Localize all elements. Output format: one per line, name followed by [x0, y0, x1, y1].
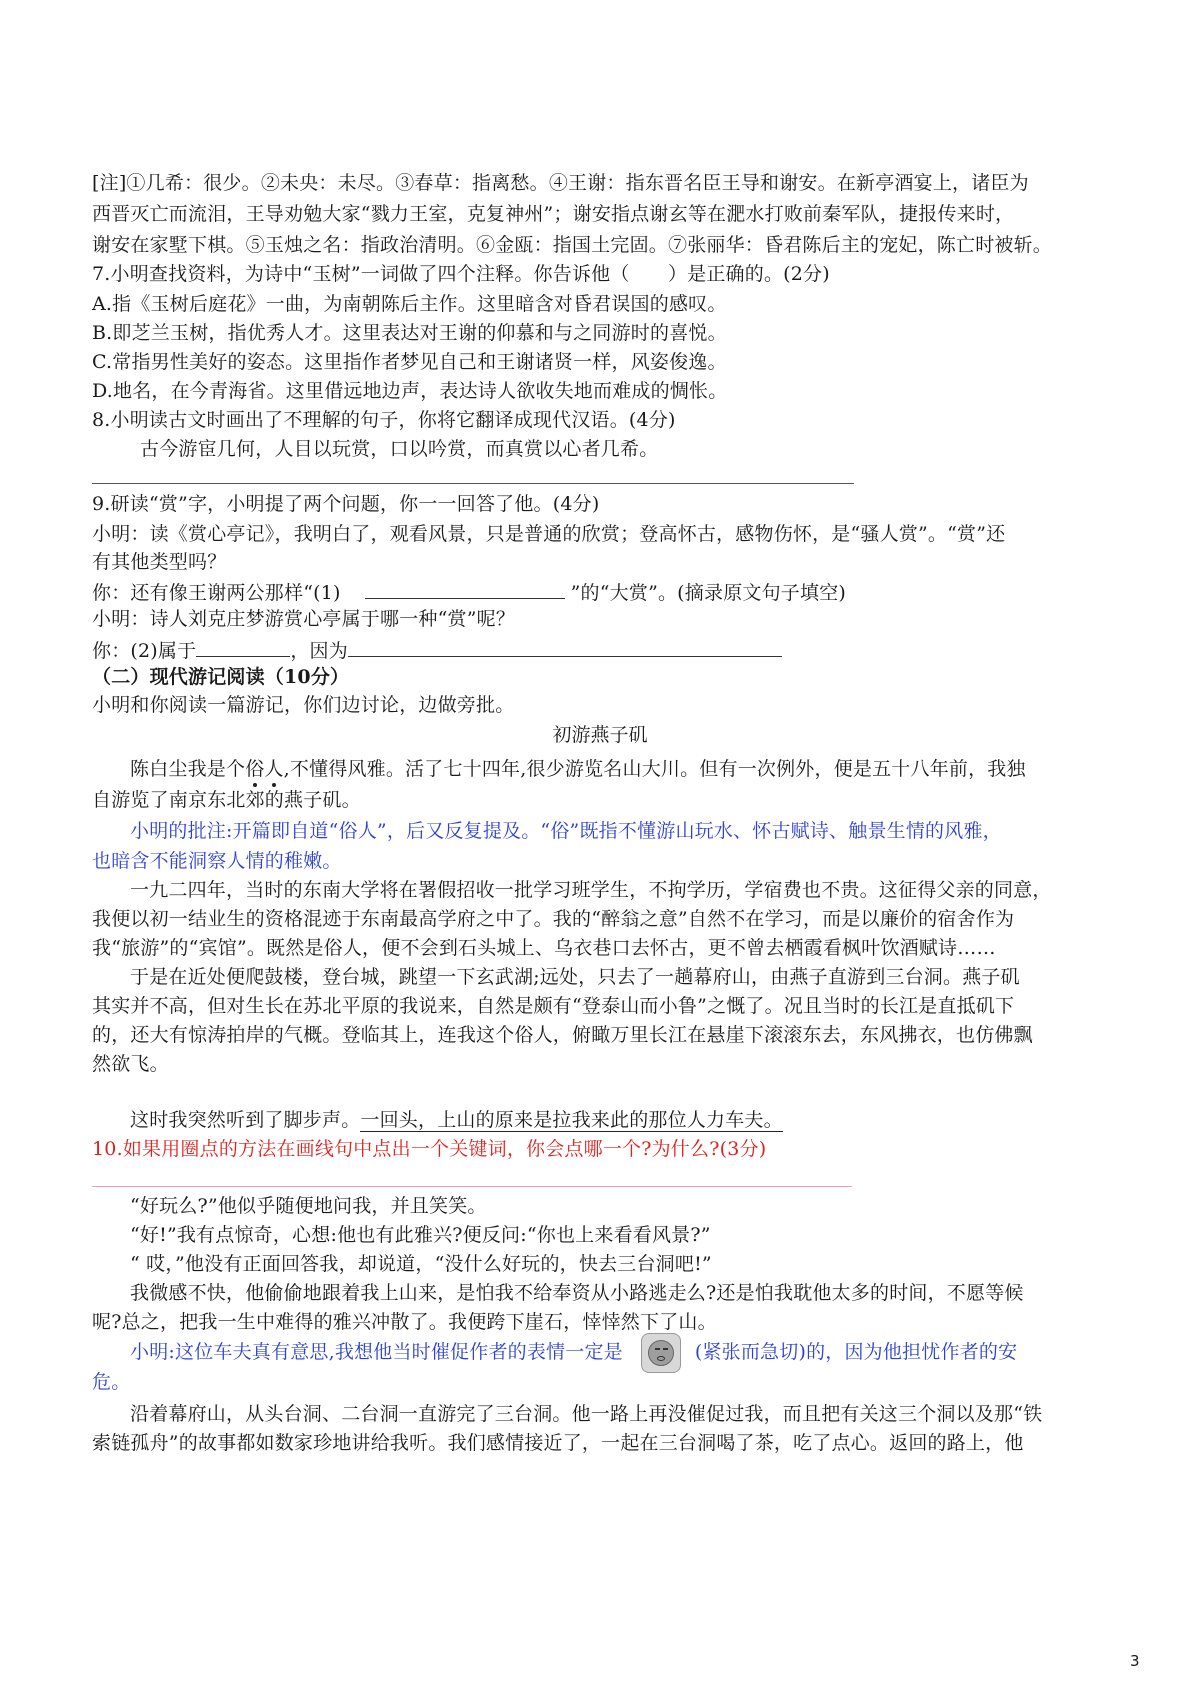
essay-title: 初游燕子矶	[552, 724, 648, 746]
dotted-char-ren: 人	[264, 758, 284, 780]
essay-p1-prefix: 陈白尘我是个	[130, 758, 246, 780]
essay-p5-line-a: 我微感不快，他偷偷地跟着我上山来，是怕我不给奉资从小路逃走么?还是怕我耽他太多的时间，不愿等候	[130, 1282, 1024, 1304]
notes-line-2: 西晋灭亡而流泪，王导劝勉大家“戮力王室，克复神州”；谢安指点谢玄等在淝水打败前秦军队，捷报传来时，	[92, 203, 1015, 225]
essay-p4	[130, 1107, 783, 1133]
q9-you-answer-2	[92, 636, 782, 664]
essay-p2-line-a: 一九二四年，当时的东南大学将在署假招收一批学习班学生，不拘学历，学宿费也不贵。这征得父亲的同意，	[130, 879, 1052, 901]
essay-p1-suffix: ,不懂得风雅。活了七十四年,很少游览名山大川。但有一次例外，便是五十八年前，我独	[283, 758, 1026, 780]
dotted-char-su: 俗	[245, 758, 265, 780]
dialogue-2: “好!”我有点惊奇，心想:他也有此雅兴?便反问:“你也上来看看风景?”	[130, 1224, 711, 1246]
dialogue-1: “好玩么?”他似乎随便地问我，并且笑笑。	[130, 1195, 487, 1217]
q9-blank-2[interactable]	[196, 636, 290, 657]
q9-you-answer-2-mid: ，因为	[290, 640, 348, 662]
q9-you-answer-1	[92, 578, 846, 606]
xiaoming-annotation-1b: 也暗含不能洞察人情的稚嫩。	[92, 850, 342, 872]
section-2-intro: 小明和你阅读一篇游记，你们边讨论，边做旁批。	[92, 694, 515, 716]
q9-you-answer-1-prefix: 你：还有像王谢两公那样“(1)	[92, 582, 341, 604]
xiaoming-annotation-1a: 小明的批注:开篇即自道“俗人”，后又反复提及。“俗”既指不懂游山玩水、怀古赋诗、触景生情的风雅，	[130, 820, 1002, 842]
essay-p2-line-c: 我“旅游”的“宾馆”。既然是俗人，便不会到石头城上、乌衣巷口去怀古，更不曾去栖霞看枫叶饮酒赋诗……	[92, 937, 996, 959]
xiaoming-annotation-2a	[130, 1332, 1017, 1373]
q9-stem: 9.研读“赏”字，小明提了两个问题，你一一回答了他。(4分)	[92, 493, 600, 515]
q9-you-answer-2-prefix: 你：(2)属于	[92, 640, 197, 662]
q9-ming-question-1a: 小明：读《赏心亭记》，我明白了，观看风景，只是普通的欣赏；登高怀古，感物伤怀，是“骚人赏”。“赏”还	[92, 523, 1006, 545]
q8-sentence: 古今游宦几何，人目以玩赏，口以吟赏，而真赏以心者几希。	[140, 438, 659, 460]
q9-ming-question-2: 小明：诗人刘克庄梦游赏心亭属于哪一种“赏”呢？	[92, 608, 516, 630]
notes-line-3: 谢安在家墅下棋。⑤玉烛之名：指政治清明。⑥金瓯：指国土完固。⑦张丽华：昏君陈后主的宠妃，陈亡时被斩。	[92, 234, 1053, 256]
essay-p5-line-b: 呢?总之，把我一生中难得的雅兴冲散了。我便跨下崖石，悻悻然下了山。	[92, 1311, 717, 1333]
worried-face-icon	[641, 1333, 681, 1373]
q8-answer-line[interactable]	[92, 483, 854, 484]
essay-p2-line-b: 我便以初一结业生的资格混迹于东南最高学府之中了。我的“醉翁之意”自然不在学习，而是以廉价的宿舍作为	[92, 908, 1015, 930]
notes-line-1: [注]①几希：很少。②未央：未尽。③春草：指离愁。④王谢：指东晋名臣王导和谢安。在新亭酒宴上，诸臣为	[92, 172, 1029, 194]
page-number: 3	[1130, 1652, 1140, 1670]
essay-p3-line-b: 其实并不高，但对生长在苏北平原的我说来，自然是颇有“登泰山而小鲁”之慨了。况且当时的长江是直抵矶下	[92, 995, 1015, 1017]
essay-p1-line-a	[130, 756, 1026, 782]
q7-stem: 7.小明查找资料，为诗中“玉树”一词做了四个注释。你告诉他（ ）是正确的。(2分)	[92, 263, 830, 285]
essay-p3-line-d: 然欲飞。	[92, 1053, 169, 1075]
q7-option-c: C.常指男性美好的姿态。这里指作者梦见自己和王谢诸贤一样，风姿俊逸。	[92, 351, 727, 373]
dialogue-3: “ 哎，”他没有正面回答我，却说道，“没什么好玩的，快去三台洞吧!”	[130, 1253, 712, 1275]
q10-stem: 10.如果用圈点的方法在画线句中点出一个关键词，你会点哪一个?为什么?(3分)	[92, 1138, 767, 1160]
essay-p1-line-b: 自游览了南京东北郊的燕子矶。	[92, 789, 361, 811]
annotation-2-prefix: 小明:这位车夫真有意思,我想他当时催促作者的表情一定是	[130, 1341, 623, 1363]
q9-you-answer-1-suffix: ”的“大赏”。(摘录原文句子填空)	[570, 582, 847, 604]
q10-answer-line[interactable]	[92, 1186, 852, 1187]
essay-p6-line-b: 索链孤舟”的故事都如数家珍地讲给我听。我们感情接近了，一起在三台洞喝了茶，吃了点心。返回的路上，他	[92, 1432, 1024, 1454]
essay-p4-prefix: 这时我突然听到了脚步声。	[130, 1109, 361, 1131]
q8-stem: 8.小明读古文时画出了不理解的句子，你将它翻译成现代汉语。(4分)	[92, 409, 676, 431]
q9-ming-question-1b: 有其他类型吗？	[92, 551, 227, 573]
essay-p3-line-a: 于是在近处便爬鼓楼，登台城，跳望一下玄武湖;远处，只去了一趟幕府山，由燕子直游到三台洞。燕子矶	[130, 966, 1020, 988]
essay-p6-line-a: 沿着幕府山，从头台洞、二台洞一直游完了三台洞。他一路上再没催促过我，而且把有关这三个洞以及那“铁	[130, 1403, 1043, 1425]
annotation-2-suffix: (紧张而急切)的，因为他担忧作者的安	[694, 1341, 1018, 1363]
xiaoming-annotation-2b: 危。	[92, 1371, 131, 1393]
underlined-sentence: 一回头，上山的原来是拉我来此的那位人力车夫。	[360, 1109, 783, 1131]
q9-blank-1[interactable]	[365, 578, 565, 599]
q7-option-a: A.指《玉树后庭花》一曲，为南朝陈后主作。这里暗含对昏君误国的感叹。	[92, 293, 727, 315]
section-2-heading: （二）现代游记阅读（10分）	[92, 666, 350, 688]
q7-option-b: B.即芝兰玉树，指优秀人才。这里表达对王谢的仰慕和与之同游时的喜悦。	[92, 322, 727, 344]
q7-option-d: D.地名，在今青海省。这里借远地边声，表达诗人欲收失地而难成的惆怅。	[92, 380, 728, 402]
essay-p3-line-c: 的，还大有惊涛拍岸的气概。登临其上，连我这个俗人，俯瞰万里长江在悬崖下滚滚东去，东风拂衣，也仿佛飘	[92, 1024, 1033, 1046]
q9-blank-3[interactable]	[348, 636, 782, 657]
